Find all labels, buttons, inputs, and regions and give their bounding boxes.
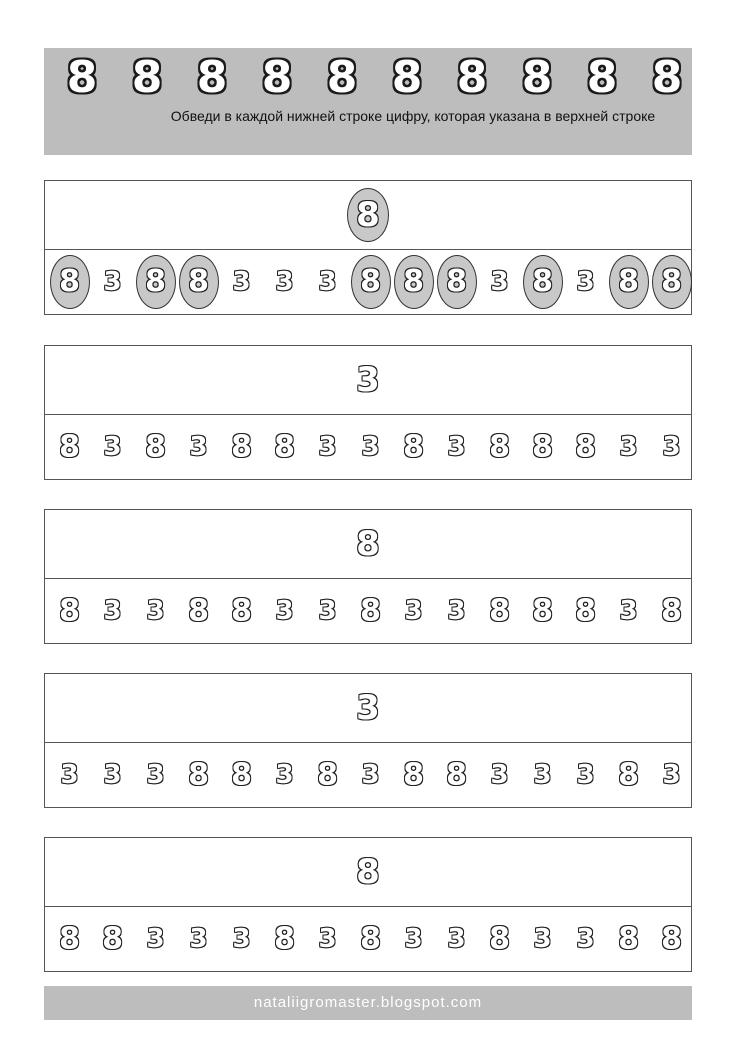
digit: 3: [490, 759, 509, 790]
target-row: [45, 181, 691, 250]
digit-cell[interactable]: [220, 578, 263, 643]
digit-cell[interactable]: [91, 742, 134, 807]
digit-cell[interactable]: [607, 578, 650, 643]
digit: 8: [274, 921, 295, 956]
digit: 3: [189, 431, 208, 462]
digit-cell[interactable]: [392, 742, 435, 807]
digit: 8: [618, 921, 639, 956]
digit-cell[interactable]: [306, 249, 349, 314]
digit-cell[interactable]: [392, 249, 435, 314]
header-digit: 8: [196, 52, 228, 103]
footer-url: nataliigromaster.blogspot.com: [44, 986, 692, 1020]
digit: 8: [446, 757, 467, 792]
digit: 8: [317, 757, 338, 792]
digit-cell[interactable]: [220, 249, 263, 314]
digit-cell[interactable]: [349, 578, 392, 643]
digit: 8: [661, 921, 682, 956]
digit-cell[interactable]: [177, 414, 220, 479]
target-row: [45, 674, 691, 743]
digit-cell[interactable]: [263, 578, 306, 643]
digit: 3: [275, 759, 294, 790]
digit: 3: [103, 266, 122, 297]
digit: 3: [60, 759, 79, 790]
digit-cell[interactable]: [48, 578, 91, 643]
digit: 8: [403, 757, 424, 792]
digit-cell[interactable]: [48, 414, 91, 479]
digit-cell[interactable]: [306, 414, 349, 479]
digit: 8: [59, 921, 80, 956]
digit-row: [45, 249, 691, 314]
digit-cell[interactable]: [521, 578, 564, 643]
digit-cell[interactable]: [478, 906, 521, 971]
digit: 8: [618, 757, 639, 792]
header-digit: 8: [131, 52, 163, 103]
digit-cell[interactable]: [564, 578, 607, 643]
digit: 8: [403, 429, 424, 464]
digit: 8: [50, 255, 90, 309]
target-digit: 3: [356, 360, 380, 400]
digit-cell[interactable]: [306, 906, 349, 971]
digit-cell[interactable]: [564, 414, 607, 479]
digit-cell[interactable]: [220, 906, 263, 971]
digit: 3: [318, 431, 337, 462]
digit: 3: [404, 923, 423, 954]
digit: 3: [447, 431, 466, 462]
digit: 3: [146, 759, 165, 790]
digit-cell[interactable]: [650, 906, 693, 971]
digit-cell[interactable]: [650, 414, 693, 479]
digit-cell[interactable]: [177, 578, 220, 643]
header-digit: 8: [586, 52, 618, 103]
digit-cell[interactable]: [435, 414, 478, 479]
digit-cell[interactable]: [263, 906, 306, 971]
digit: 8: [523, 255, 563, 309]
digit: 8: [394, 255, 434, 309]
digit-row: [45, 906, 691, 971]
task-block: [44, 837, 692, 972]
digit-cell[interactable]: [564, 906, 607, 971]
digit-cell[interactable]: [564, 742, 607, 807]
digit-cell[interactable]: [263, 742, 306, 807]
header-digit: 8: [66, 52, 98, 103]
digit-cell[interactable]: [521, 414, 564, 479]
digit: 3: [146, 595, 165, 626]
digit-cell[interactable]: [263, 414, 306, 479]
digit-cell[interactable]: [435, 578, 478, 643]
header-digit: 8: [651, 52, 683, 103]
digit: 8: [231, 429, 252, 464]
digit: 8: [360, 921, 381, 956]
digit-row: [45, 414, 691, 479]
target-digit: 8: [356, 524, 380, 564]
digit-cell[interactable]: [134, 742, 177, 807]
digit-cell[interactable]: [263, 249, 306, 314]
digit-cell[interactable]: [650, 578, 693, 643]
task-block: [44, 509, 692, 644]
digit-cell[interactable]: [134, 249, 177, 314]
digit-cell[interactable]: [607, 906, 650, 971]
digit: 8: [231, 593, 252, 628]
digit: 3: [404, 595, 423, 626]
digit-cell[interactable]: [134, 578, 177, 643]
header-digit: 8: [391, 52, 423, 103]
digit-cell[interactable]: [521, 906, 564, 971]
digit: 3: [318, 923, 337, 954]
target-row: [45, 838, 691, 907]
digit-cell[interactable]: [650, 249, 693, 314]
digit-cell[interactable]: [521, 742, 564, 807]
digit-cell[interactable]: [349, 742, 392, 807]
digit: 8: [437, 255, 477, 309]
instruction-text: Обведи в каждой нижней строке цифру, которая указана в верхней строке: [170, 108, 656, 124]
digit-cell[interactable]: [435, 249, 478, 314]
header-digit: 8: [261, 52, 293, 103]
digit-cell[interactable]: [306, 578, 349, 643]
digit-cell[interactable]: [607, 742, 650, 807]
digit-cell[interactable]: [521, 249, 564, 314]
digit: 3: [232, 266, 251, 297]
digit: 3: [619, 595, 638, 626]
task-block: [44, 180, 692, 315]
digit-cell[interactable]: [48, 742, 91, 807]
digit-cell[interactable]: [650, 742, 693, 807]
digit-cell[interactable]: [220, 742, 263, 807]
digit: 3: [533, 923, 552, 954]
digit: 8: [136, 255, 176, 309]
digit: 8: [188, 757, 209, 792]
digit: 8: [575, 593, 596, 628]
digit-cell[interactable]: [48, 906, 91, 971]
digit: 3: [447, 595, 466, 626]
digit-cell[interactable]: [91, 906, 134, 971]
digit: 3: [619, 431, 638, 462]
digit: 3: [103, 759, 122, 790]
digit-cell[interactable]: [478, 742, 521, 807]
digit: 8: [652, 255, 692, 309]
task-block: [44, 345, 692, 480]
digit: 8: [575, 429, 596, 464]
digit: 3: [576, 759, 595, 790]
target-row: [45, 510, 691, 579]
digit: 8: [59, 429, 80, 464]
digit-cell[interactable]: [177, 249, 220, 314]
header-digit: 8: [456, 52, 488, 103]
digit: 8: [661, 593, 682, 628]
digit: 3: [533, 759, 552, 790]
target-digit: 3: [356, 688, 380, 728]
digit: 8: [532, 429, 553, 464]
digit: 3: [103, 431, 122, 462]
digit: 3: [275, 266, 294, 297]
instruction-header: [44, 48, 692, 155]
digit: 3: [318, 266, 337, 297]
target-digit: 8: [356, 852, 380, 892]
target-row: [45, 346, 691, 415]
digit-cell[interactable]: [220, 414, 263, 479]
digit: 3: [576, 923, 595, 954]
digit: 8: [489, 429, 510, 464]
digit: 3: [576, 266, 595, 297]
digit: 8: [489, 921, 510, 956]
digit-cell[interactable]: [435, 742, 478, 807]
digit-cell[interactable]: [134, 906, 177, 971]
digit-cell[interactable]: [435, 906, 478, 971]
digit-cell[interactable]: [134, 414, 177, 479]
digit-cell[interactable]: [392, 414, 435, 479]
digit: 3: [361, 759, 380, 790]
digit-cell[interactable]: [349, 249, 392, 314]
digit: 8: [188, 593, 209, 628]
digit-cell[interactable]: [392, 906, 435, 971]
digit: 8: [231, 757, 252, 792]
digit: 8: [179, 255, 219, 309]
digit: 3: [146, 923, 165, 954]
header-digit-row: [44, 52, 692, 108]
digit-cell[interactable]: [478, 249, 521, 314]
digit: 3: [662, 759, 681, 790]
digit: 8: [274, 429, 295, 464]
header-digit: 8: [521, 52, 553, 103]
digit-cell[interactable]: [91, 249, 134, 314]
digit-cell[interactable]: [478, 414, 521, 479]
digit: 3: [103, 595, 122, 626]
target-digit: 8: [347, 188, 389, 242]
digit-cell[interactable]: [91, 578, 134, 643]
digit-cell[interactable]: [91, 414, 134, 479]
digit-cell[interactable]: [48, 249, 91, 314]
task-block: [44, 673, 692, 808]
digit: 8: [609, 255, 649, 309]
digit: 3: [318, 595, 337, 626]
digit: 8: [59, 593, 80, 628]
digit-cell[interactable]: [177, 742, 220, 807]
digit: 8: [360, 593, 381, 628]
header-digit: 8: [326, 52, 358, 103]
digit-cell[interactable]: [349, 906, 392, 971]
digit: 3: [447, 923, 466, 954]
digit: 3: [232, 923, 251, 954]
digit: 8: [145, 429, 166, 464]
digit-cell[interactable]: [478, 578, 521, 643]
digit-cell[interactable]: [564, 249, 607, 314]
digit: 8: [351, 255, 391, 309]
digit-cell[interactable]: [306, 742, 349, 807]
digit: 3: [275, 595, 294, 626]
digit: 3: [189, 923, 208, 954]
digit-cell[interactable]: [349, 414, 392, 479]
digit-cell[interactable]: [392, 578, 435, 643]
digit: 3: [490, 266, 509, 297]
digit-row: [45, 742, 691, 807]
digit-cell[interactable]: [177, 906, 220, 971]
digit: 8: [102, 921, 123, 956]
digit: 8: [489, 593, 510, 628]
digit: 8: [532, 593, 553, 628]
digit: 3: [662, 431, 681, 462]
digit-cell[interactable]: [607, 249, 650, 314]
digit-row: [45, 578, 691, 643]
digit: 3: [361, 431, 380, 462]
digit-cell[interactable]: [607, 414, 650, 479]
